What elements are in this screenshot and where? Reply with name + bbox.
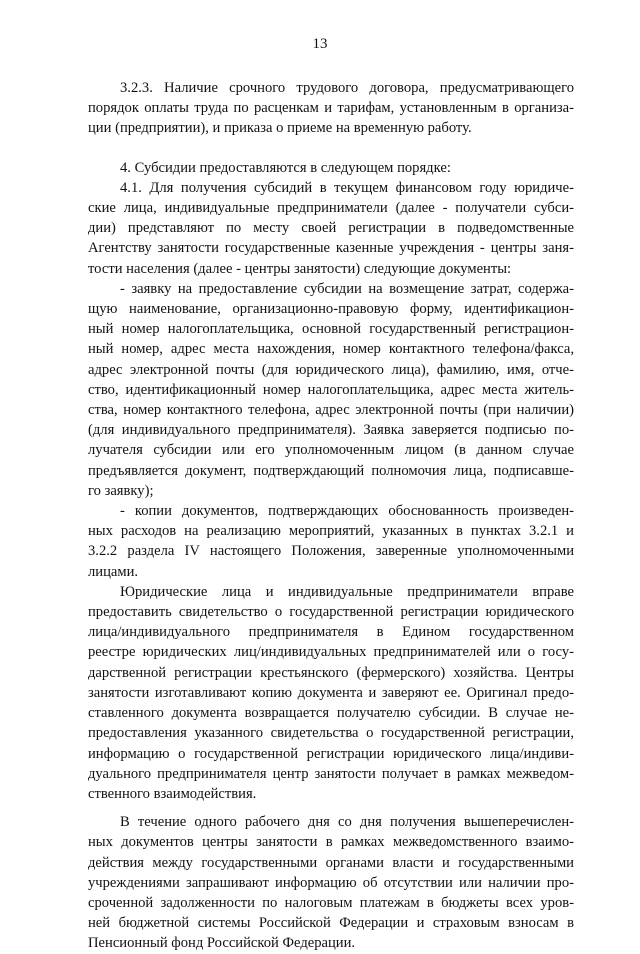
text-line: тости населения (далее - центры занятости) следующие документы: — [88, 260, 512, 277]
text-line: ские лица, индивидуальные предприниматели (далее - получатели субси- — [88, 200, 574, 217]
paragraph-application — [88, 279, 574, 501]
page-number: 13 — [312, 36, 328, 52]
text-line: (для индивидуального предпринимателя). Заявка заверяется подписью по- — [88, 422, 574, 439]
paragraph-gap — [88, 804, 574, 812]
text-line: предоставить свидетельство о государственной регистрации юридического — [88, 604, 574, 621]
text-line: Юридические лица и индивидуальные предприниматели вправе — [120, 583, 574, 600]
paragraph-legal-entities — [88, 582, 574, 804]
text-line: дии) представляют по месту своей регистрации в подведомственные — [88, 220, 574, 237]
text-line: 4.1. Для получения субсидий в текущем финансовом году юридиче- — [120, 179, 574, 196]
text-line: - копии документов, подтверждающих обоснованность произведен- — [120, 503, 574, 520]
text-line: Агентству занятости государственные казенные учреждения - центры заня- — [88, 240, 574, 257]
paragraph-gap — [88, 139, 574, 158]
text-line: занятости изготавливают копию документа и заверяют ее. Оригинал предо- — [88, 684, 574, 701]
text-line: реестре юридических лиц/индивидуальных предпринимателей или о госу- — [88, 644, 574, 661]
text-line: Пенсионный фонд Российской Федерации. — [88, 935, 356, 952]
document-body — [88, 78, 574, 954]
text-line: лицами. — [88, 563, 139, 580]
text-line: сроченной задолженности по налоговым платежам в бюджеты всех уров- — [88, 894, 574, 911]
text-line: ный номер налогоплательщика, основной государственный регистрацион- — [88, 321, 574, 338]
text-line: В течение одного рабочего дня со дня получения вышеперечислен- — [120, 814, 574, 831]
text-line: ства, номер контактного телефона, адрес электронной почты (при наличии) — [88, 402, 574, 419]
paragraph-4 — [88, 158, 574, 178]
text-line: порядок оплаты труда по расценкам и тарифам, установленным в организа- — [88, 100, 574, 117]
paragraph-within-day — [88, 812, 574, 953]
text-line: предъявляется документ, подтверждающий полномочия лица, подписавше- — [88, 462, 574, 479]
text-line: лица/индивидуального предпринимателя в Едином государственном — [88, 624, 574, 641]
text-line: ство, идентификационный номер налогоплательщика, адрес места житель- — [88, 381, 574, 398]
paragraph-3-2-3 — [88, 78, 574, 139]
text-line: учреждениями запрашивают информацию об отсутствии или наличии про- — [88, 874, 574, 891]
text-line: действия между государственными органами власти и государственными — [88, 854, 574, 871]
text-line: лучателя субсидии или его уполномоченным лицом (в данном случае — [88, 442, 574, 459]
text-line: ней бюджетной системы Российской Федерации и страховым взносам в — [88, 915, 574, 932]
paragraph-copies — [88, 501, 574, 582]
text-line: ставленного документа возвращается получателю субсидии. В случае не- — [88, 705, 574, 722]
text-line: ных расходов на реализацию мероприятий, указанных в пунктах 3.2.1 и — [88, 523, 574, 540]
text-line: го заявку); — [88, 482, 154, 499]
paragraph-4-1 — [88, 178, 574, 279]
text-line: дарственной регистрации крестьянского (фермерского) хозяйства. Центры — [88, 664, 574, 681]
text-line: 4. Субсидии предоставляются в следующем порядке: — [120, 159, 451, 176]
text-line: ции (предприятии), и приказа о приеме на временную работу. — [88, 120, 472, 137]
text-line: ственного взаимодействия. — [88, 785, 257, 802]
text-line: ный номер, адрес места нахождения, номер контактного телефона/факса, — [88, 341, 574, 358]
text-line: адрес электронной почты (для юридического лица), фамилию, имя, отче- — [88, 361, 574, 378]
text-line: 3.2.2 раздела IV настоящего Положения, заверенные уполномоченными — [88, 543, 574, 560]
text-line: 3.2.3. Наличие срочного трудового договора, предусматривающего — [120, 80, 574, 96]
text-line: информацию о государственной регистрации юридического лица/индиви- — [88, 745, 574, 762]
text-line: - заявку на предоставление субсидии на возмещение затрат, содержа- — [120, 280, 574, 297]
text-line: предоставления указанного свидетельства о государственной регистрации, — [88, 725, 574, 742]
text-line: щую наименование, организационно-правовую форму, идентификацион- — [88, 301, 574, 318]
text-line: ных документов центры занятости в рамках межведомственного взаимо- — [88, 834, 574, 851]
text-line: дуального предпринимателя центр занятости получает в рамках межведом- — [88, 765, 574, 782]
